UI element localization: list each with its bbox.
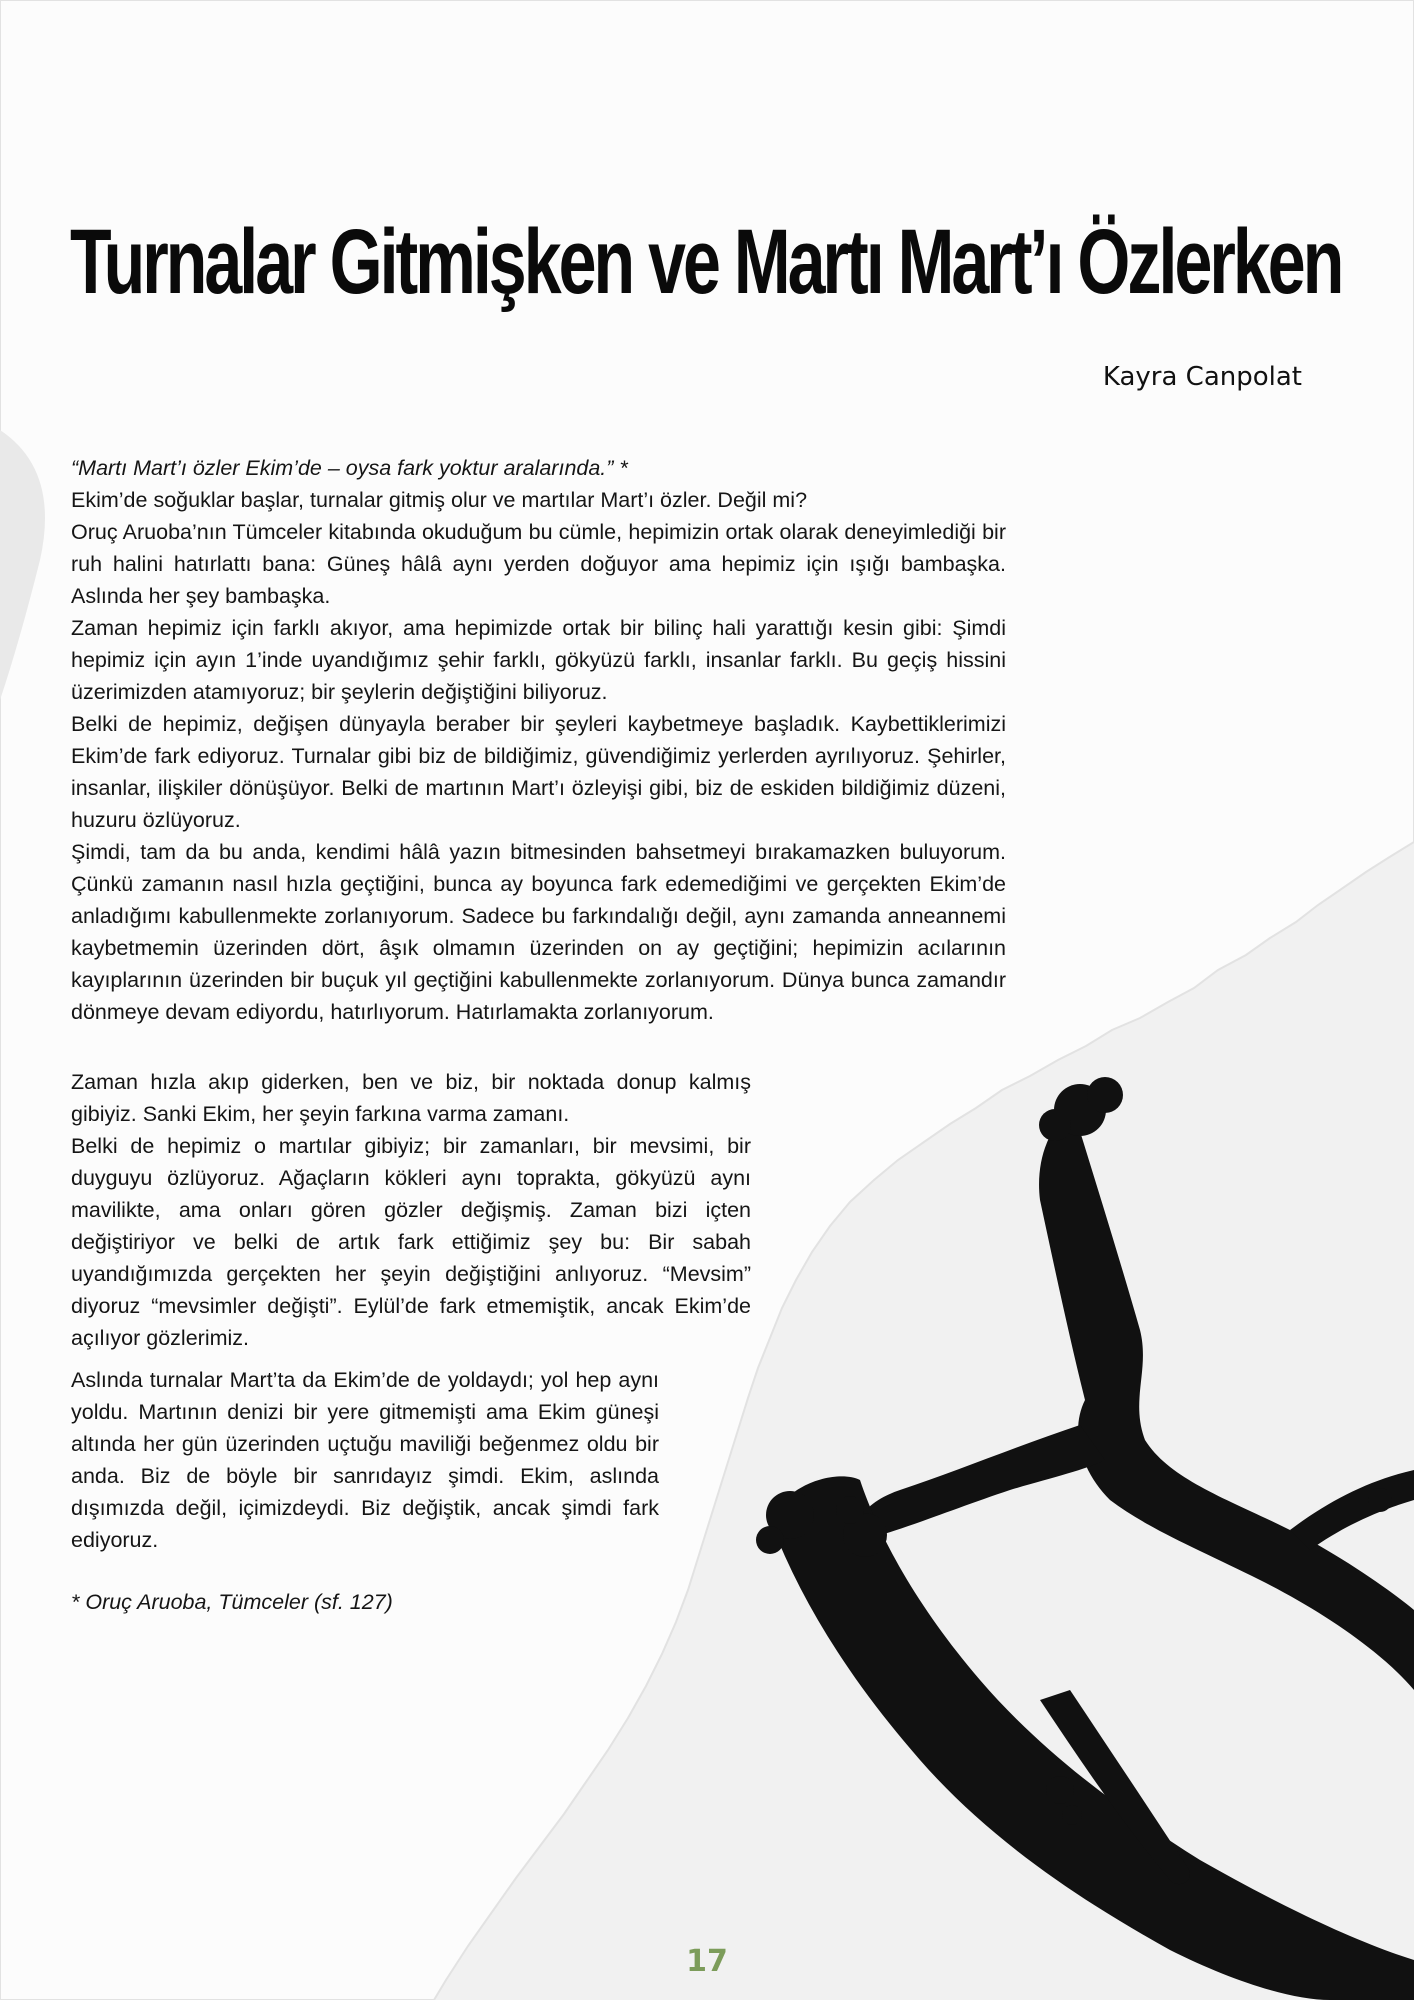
paragraph: Oruç Aruoba’nın Tümceler kitabında okuduğum bu cümle, hepimizin ortak olarak deneyimlediği bir ruh halini hatırlattı bana: Güneş hâlâ aynı yerden doğuyor ama hepimiz için ışığı bambaşka. Aslında her şey bambaşka. xyxy=(71,520,1006,608)
paragraph: Şimdi, tam da bu anda, kendimi hâlâ yazın bitmesinden bahsetmeyi bırakamazken buluyorum. Çünkü zamanın nasıl hızla geçtiğini, bunca ay boyunca fark edemediğimi ve gerçekten Ekim’de anladığımı kabullenmekte zorlanıyorum. Sadece bu farkındalığı değil, aynı zamanda anneannemi kaybetmemin üzerinden dört, âşık olmamın üzerinden on ay geçtiğini; hepimizin acılarının kayıplarının üzerinden bir buçuk yıl geçtiğini kabullenmekte zorlanıyorum. Dünya bunca zamandır dönmeye devam ediyordu, hatırlıyorum. Hatırlamakta zorlanıyorum. xyxy=(71,840,1006,1024)
body-block-narrow xyxy=(71,1066,751,1354)
paragraph: Zaman hepimiz için farklı akıyor, ama hepimizde ortak bir bilinç hali yarattığı kesin gibi: Şimdi hepimiz için ayın 1’inde uyandığımız şehir farklı, gökyüzü farklı, insanlar farklı. Bu geçiş hissini üzerimizden atamıyoruz; bir şeylerin değiştiğini biliyoruz. xyxy=(71,616,1006,704)
page-number: 17 xyxy=(686,1944,728,1979)
paragraph: Belki de hepimiz o martılar gibiyiz; bir zamanları, bir mevsimi, bir duyguyu özlüyoruz. Ağaçların kökleri aynı toprakta, gökyüzü aynı mavilikte, ama onları gören gözler değişmiş. Zaman bizi içten değiştiriyor ve belki de artık fark ettiğimiz şey bu: Bir sabah uyandığımızda gerçekten her şeyin değiştiğini anlıyoruz. “Mevsim” diyoruz “mevsimler değişti”. Eylül’de fark etmemiştik, ancak Ekim’de açılıyor gözlerimiz. xyxy=(71,1134,751,1350)
paragraph: Zaman hızla akıp giderken, ben ve biz, bir noktada donup kalmış gibiyiz. Sanki Ekim, her şeyin farkına varma zamanı. xyxy=(71,1070,751,1126)
author-name: Kayra Canpolat xyxy=(1102,362,1302,392)
footnote-block xyxy=(71,1586,659,1618)
footnote: * Oruç Aruoba, Tümceler (sf. 127) xyxy=(71,1590,393,1614)
epigraph-quote: “Martı Mart’ı özler Ekim’de – oysa fark yoktur aralarında.” * xyxy=(71,456,628,480)
article-title: Turnalar Gitmişken ve Martı Mart’ı Özlerken xyxy=(70,211,1342,313)
paragraph: Ekim’de soğuklar başlar, turnalar gitmiş olur ve martılar Mart’ı özler. Değil mi? xyxy=(71,488,808,512)
body-block-narrower xyxy=(71,1364,659,1556)
paragraph: Belki de hepimiz, değişen dünyayla beraber bir şeyleri kaybetmeye başladık. Kaybettiklerimizi Ekim’de fark ediyoruz. Turnalar gibi biz de bildiğimiz, güvendiğimiz yerlerden ayrılıyoruz. Şehirler, insanlar, ilişkiler dönüşüyor. Belki de martının Mart’ı özleyişi gibi, biz de eskiden bildiğimiz düzeni, huzuru özlüyoruz. xyxy=(71,712,1006,832)
body-block-full-width xyxy=(71,452,1006,1028)
paragraph: Aslında turnalar Mart’ta da Ekim’de de yoldaydı; yol hep aynı yoldu. Martının denizi bir yere gitmemişti ama Ekim güneşi altında her gün üzerinden uçtuğu maviliği beğenmez oldu bir anda. Biz de böyle bir sanrıdayız şimdi. Ekim, aslında dışımızda değil, içimizdeydi. Biz değiştik, ancak şimdi fark ediyoruz. xyxy=(71,1368,659,1552)
